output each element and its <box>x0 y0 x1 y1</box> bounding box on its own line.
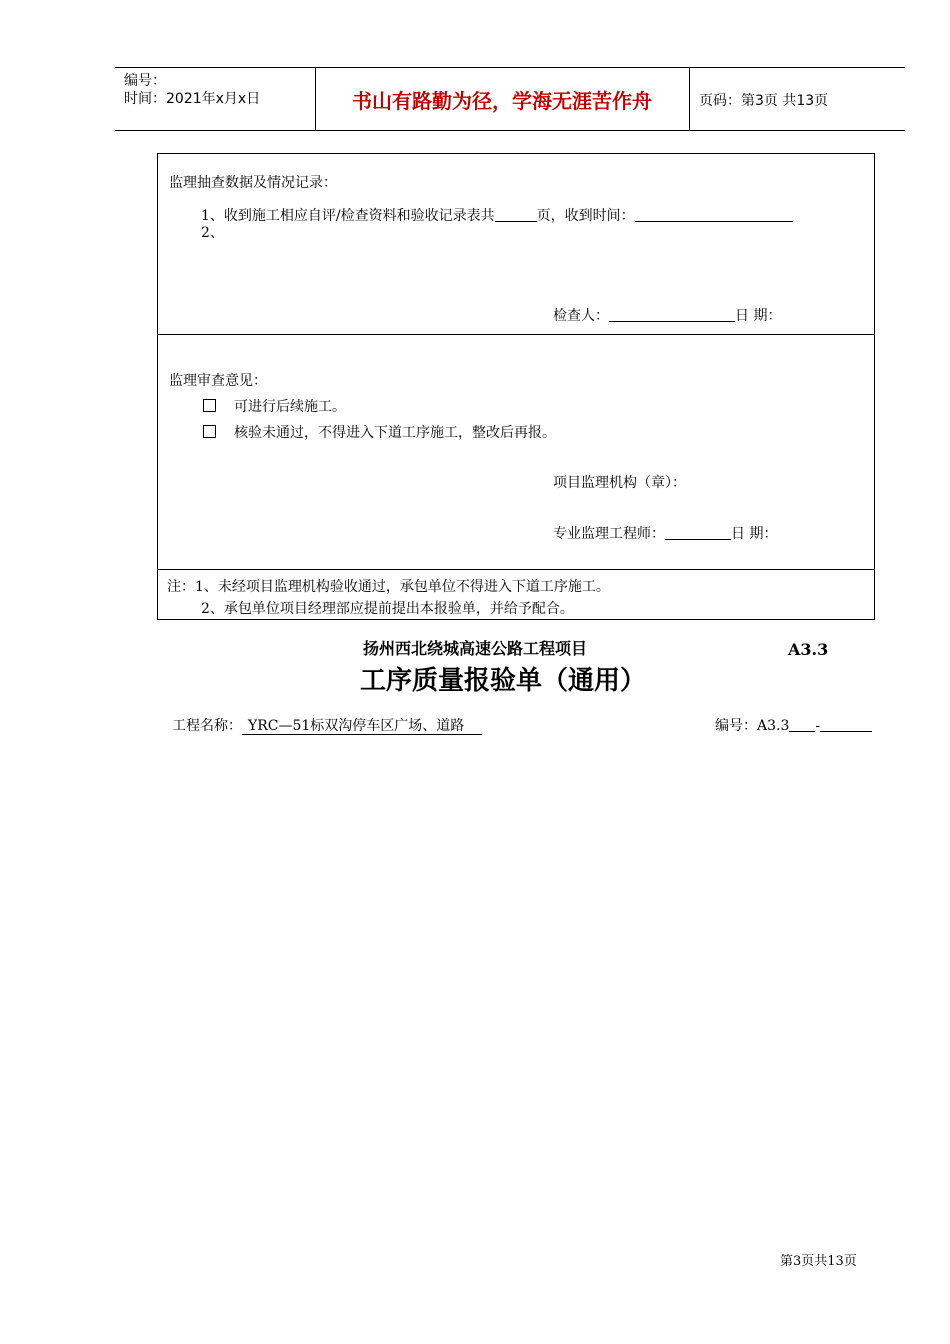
form-code: A3.3 <box>788 640 829 659</box>
engineer-label: 专业监理工程师： <box>553 526 665 542</box>
header-middle-cell <box>315 68 690 130</box>
receive-time-blank[interactable] <box>635 207 793 222</box>
inspection-item-2: 2、 <box>201 225 224 241</box>
inspection-item1-mid: 页，收到时间： <box>536 208 635 224</box>
header-page-number: 页码：第3页 共13页 <box>699 93 829 109</box>
notes-box <box>157 569 875 620</box>
inspection-item-1 <box>201 205 793 225</box>
footer-page-number: 第3页共13页 <box>780 1254 857 1269</box>
inspector-signature-blank[interactable] <box>609 307 735 322</box>
form-number-line <box>715 715 872 735</box>
option-2-label: 核验未通过，不得进入下道工序施工，整改后再报。 <box>234 425 556 441</box>
inspection-record-box <box>157 153 875 335</box>
option-2-checkbox[interactable] <box>203 425 216 438</box>
engineer-line <box>553 523 777 543</box>
review-option-1[interactable] <box>203 396 346 416</box>
agency-stamp-label: 项目监理机构（章）： <box>553 475 686 491</box>
project-name-line <box>172 715 482 735</box>
inspection-title: 监理抽查数据及情况记录： <box>169 175 337 191</box>
review-date-label: 日 期： <box>731 526 778 542</box>
form-number-dash: - <box>815 718 821 734</box>
inspection-date-label: 日 期： <box>735 308 782 324</box>
review-option-2[interactable] <box>203 422 556 442</box>
option-1-checkbox[interactable] <box>203 399 216 412</box>
form-number-blank-2[interactable] <box>820 717 872 732</box>
project-name-label: 工程名称： <box>172 718 242 734</box>
header-right-cell <box>689 68 905 130</box>
form-number-blank-1[interactable] <box>789 717 815 732</box>
note-line-1: 注：1、未经项目监理机构验收通过，承包单位不得进入下道工序施工。 <box>167 579 610 595</box>
page-header <box>115 67 905 131</box>
header-time: 时间：2021年x月x日 <box>124 91 261 107</box>
review-title: 监理审查意见： <box>169 373 267 389</box>
record-count-blank[interactable] <box>495 207 537 222</box>
header-code-label: 编号： <box>124 73 166 89</box>
review-opinion-box <box>157 334 875 570</box>
project-title: 扬州西北绕城高速公路工程项目 <box>362 639 587 658</box>
inspector-label: 检查人： <box>553 308 609 324</box>
header-left-cell <box>115 68 316 130</box>
inspection-item1-prefix: 1、收到施工相应自评/检查资料和验收记录表共 <box>201 208 495 224</box>
project-name-value: YRC—51标双沟停车区广场、道路 <box>242 718 482 735</box>
option-1-label: 可进行后续施工。 <box>234 399 346 415</box>
header-motto: 书山有路勤为径，学海无涯苦作舟 <box>352 89 652 113</box>
engineer-signature-blank[interactable] <box>665 525 731 540</box>
note-line-2: 2、承包单位项目经理部应提前提出本报验单，并给予配合。 <box>201 601 574 617</box>
inspector-line <box>553 305 781 325</box>
form-title: 工序质量报验单（通用） <box>359 666 646 696</box>
form-number-label: 编号：A3.3 <box>715 718 790 734</box>
